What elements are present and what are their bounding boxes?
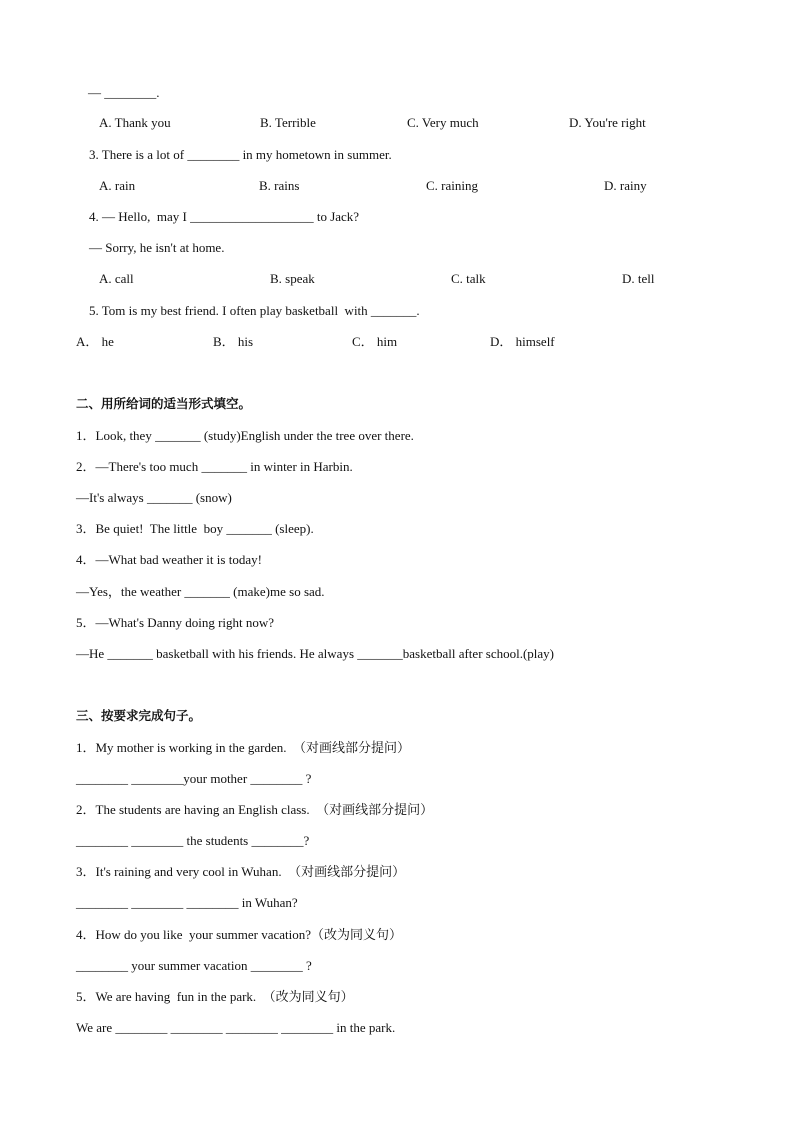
part2-line-8: —He _______ basketball with his friends. He always _______basketball after school.(play) (76, 646, 554, 661)
q4-option-c: C. talk (451, 271, 486, 286)
q3-option-d: D. rainy (604, 178, 647, 193)
q5-option-b: B． his (213, 334, 254, 349)
q3-option-c: C. raining (426, 178, 478, 193)
q4-option-b: B. speak (270, 271, 315, 286)
part3-line-1: 1．My mother is working in the garden. （对画线部分提问） (76, 740, 410, 755)
part2-line-6: —Yes，the weather _______ (make)me so sad. (76, 584, 325, 599)
part3-line-2: ________ ________your mother ________ ? (76, 771, 312, 786)
q4-option-d: D. tell (622, 271, 655, 286)
part2-line-5: 4．—What bad weather it is today! (76, 552, 262, 567)
part3-line-3: 2．The students are having an English class. （对画线部分提问） (76, 802, 434, 817)
q2-answer-line: — ________. (88, 85, 160, 100)
section-3-heading: 三、按要求完成句子。 (76, 708, 202, 723)
part2-line-2: 2．—There's too much _______ in winter in Harbin. (76, 459, 353, 474)
q5-option-c: C． him (352, 334, 398, 349)
q5-text: 5. Tom is my best friend. I often play basketball with _______. (89, 303, 420, 318)
q2-option-b: B. Terrible (260, 115, 316, 130)
section-2-heading: 二、用所给词的适当形式填空。 (76, 396, 252, 411)
part2-line-1: 1．Look, they _______ (study)English under the tree over there. (76, 428, 414, 443)
part3-line-7: 4．How do you like your summer vacation?（改为同义句） (76, 927, 403, 942)
q3-option-b: B. rains (259, 178, 300, 193)
part2-line-3: —It's always _______ (snow) (76, 490, 232, 505)
part3-line-8: ________ your summer vacation ________ ? (76, 958, 312, 973)
q2-option-d: D. You're right (569, 115, 646, 130)
q4-text: 4. — Hello, may I ___________________ to Jack? (89, 209, 360, 224)
q5-option-a: A． he (76, 334, 114, 349)
q5-option-d: D． himself (490, 334, 555, 349)
q4-reply: — Sorry, he isn't at home. (89, 240, 225, 255)
part3-line-5: 3．It's raining and very cool in Wuhan. （对画线部分提问） (76, 864, 406, 879)
part3-line-9: 5．We are having fun in the park. （改为同义句） (76, 989, 354, 1004)
q2-option-c: C. Very much (407, 115, 479, 130)
part2-line-7: 5．—What's Danny doing right now? (76, 615, 275, 630)
q3-option-a: A. rain (99, 178, 136, 193)
q4-option-a: A. call (99, 271, 134, 286)
part2-line-4: 3．Be quiet! The little boy _______ (sleep). (76, 521, 314, 536)
part3-line-6: ________ ________ ________ in Wuhan? (76, 895, 298, 910)
part3-line-10: We are ________ ________ ________ ________ in the park. (76, 1020, 396, 1035)
q3-text: 3. There is a lot of ________ in my hometown in summer. (89, 147, 392, 162)
q2-option-a: A. Thank you (99, 115, 171, 130)
part3-line-4: ________ ________ the students ________? (76, 833, 310, 848)
